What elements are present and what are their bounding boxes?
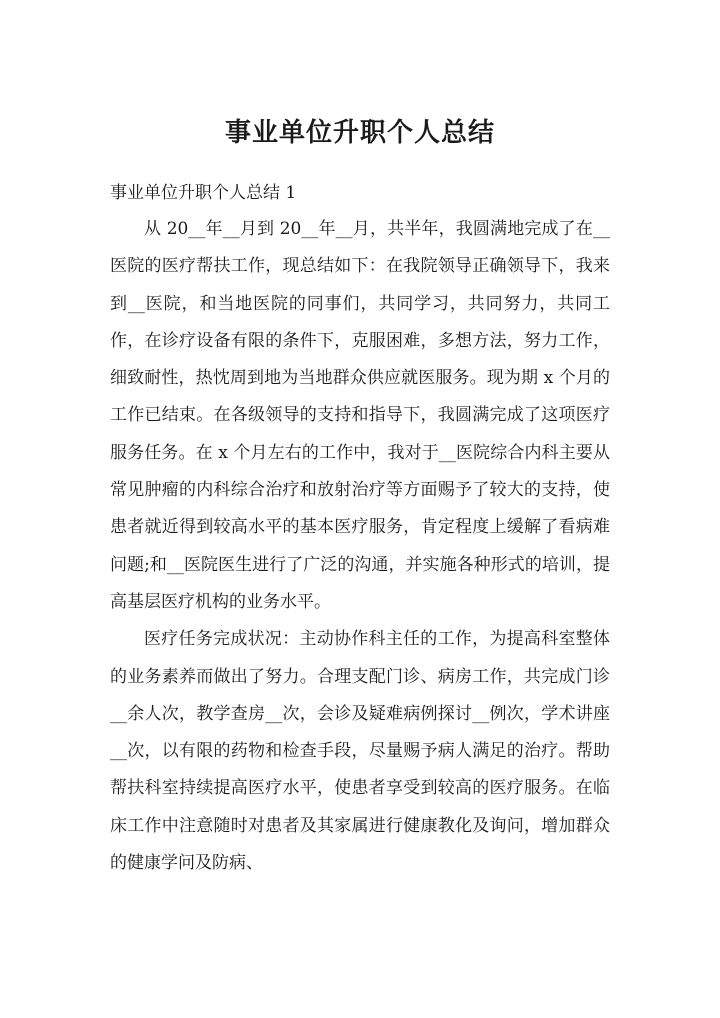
document-title: 事业单位升职个人总结 — [224, 118, 495, 148]
paragraph: 医疗任务完成状况：主动协作科主任的工作，为提高科室整体的业务素养而做出了努力。合理支配门诊、病房工作，共完成门诊__余人次，教学查房__次，会诊及疑难病例探讨__例次，学术讲座__次，以有限的药物和检查手段，尽量赐予病人满足的治疗。帮助帮扶科室持续提高医疗水平，使患者享受到较高的医疗服务。在临床工作中注意随时对患者及其家属进行健康教化及询问，增加群众的健康学问及防病、 — [110, 629, 610, 874]
paragraph: 从 20__年__月到 20__年__月，共半年，我圆满地完成了在__医院的医疗帮扶工作，现总结如下：在我院领导正确领导下，我来到__医院，和当地医院的同事们，共同学习，共同努力，共同工作，在诊疗设备有限的条件下，克服困难，多想方法，努力工作，细致耐性，热忱周到地为当地群众供应就医服务。现为期 x 个月的工作已结束。在各级领导的支持和指导下，我圆满完成了这项医疗服务任务。在 x 个月左右的工作中，我对于__医院综合内科主要从常见肿瘤的内科综合治疗和放射治疗等方面赐予了较大的支持，使患者就近得到较高水平的基本医疗服务，肯定程度上缓解了看病难问题;和__医院医生进行了广泛的沟通，并实施各种形式的培训，提高基层医疗机构的业务水平。 — [110, 219, 610, 612]
document-body — [110, 211, 610, 882]
section-subtitle: 事业单位升职个人总结 1 — [110, 183, 297, 203]
